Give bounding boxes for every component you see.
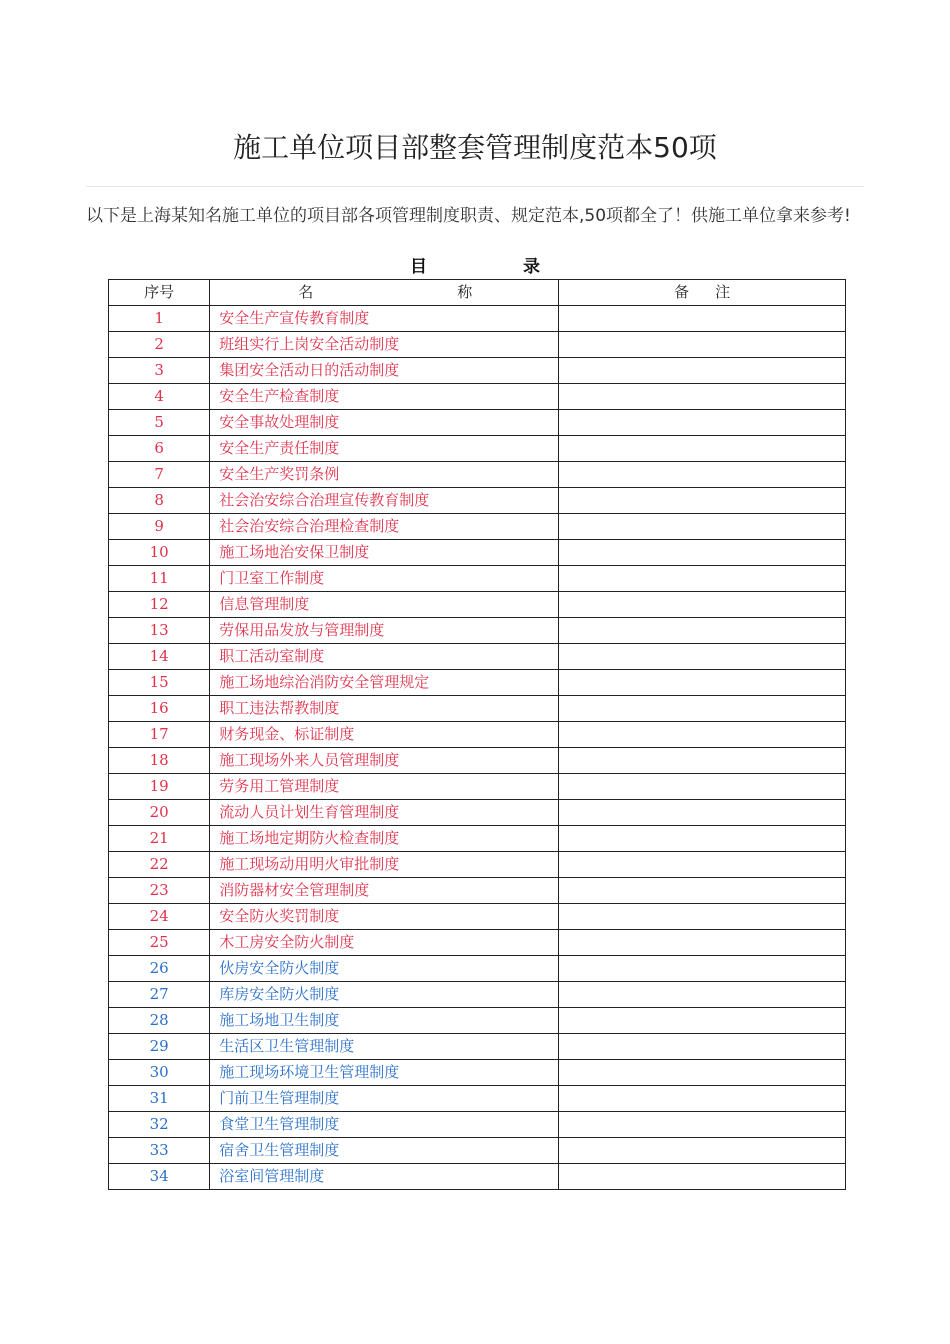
toc-heading [0,256,950,278]
table-row [109,1164,846,1190]
row-number: 8 [109,488,210,514]
row-name-link[interactable]: 施工场地定期防火检查制度 [210,826,559,852]
row-number: 1 [109,306,210,332]
row-number: 27 [109,982,210,1008]
row-number: 33 [109,1138,210,1164]
row-note [559,410,846,436]
table-row [109,774,846,800]
row-name-link[interactable]: 木工房安全防火制度 [210,930,559,956]
row-note [559,514,846,540]
row-note [559,852,846,878]
row-name-link[interactable]: 安全生产责任制度 [210,436,559,462]
table-row [109,332,846,358]
row-name-link[interactable]: 门前卫生管理制度 [210,1086,559,1112]
row-number: 13 [109,618,210,644]
row-note [559,982,846,1008]
row-number: 21 [109,826,210,852]
row-number: 28 [109,1008,210,1034]
table-row [109,1034,846,1060]
toc-header-row [109,280,846,306]
row-name-link[interactable]: 职工违法帮教制度 [210,696,559,722]
table-row [109,1060,846,1086]
table-row [109,748,846,774]
row-note [559,618,846,644]
row-note [559,826,846,852]
row-number: 20 [109,800,210,826]
row-note [559,670,846,696]
row-name-link[interactable]: 安全生产宣传教育制度 [210,306,559,332]
header-note [559,280,846,306]
row-name-link[interactable]: 安全事故处理制度 [210,410,559,436]
row-name-link[interactable]: 施工现场环境卫生管理制度 [210,1060,559,1086]
row-name-link[interactable]: 社会治安综合治理宣传教育制度 [210,488,559,514]
table-row [109,800,846,826]
table-row [109,306,846,332]
row-note [559,540,846,566]
row-note [559,384,846,410]
row-name-link[interactable]: 食堂卫生管理制度 [210,1112,559,1138]
row-number: 22 [109,852,210,878]
table-row [109,904,846,930]
row-number: 3 [109,358,210,384]
title-divider [86,186,864,187]
page-title: 施工单位项目部整套管理制度范本50项 [233,131,717,164]
table-row [109,930,846,956]
table-row [109,956,846,982]
row-number: 7 [109,462,210,488]
table-row [109,982,846,1008]
row-note [559,1164,846,1190]
row-name-link[interactable]: 劳保用品发放与管理制度 [210,618,559,644]
table-row [109,1112,846,1138]
row-name-link[interactable]: 施工场地综治消防安全管理规定 [210,670,559,696]
row-note [559,488,846,514]
row-note [559,306,846,332]
row-number: 10 [109,540,210,566]
row-name-link[interactable]: 信息管理制度 [210,592,559,618]
table-row [109,826,846,852]
row-note [559,436,846,462]
table-row [109,670,846,696]
row-name-link[interactable]: 班组实行上岗安全活动制度 [210,332,559,358]
row-note [559,1060,846,1086]
row-number: 17 [109,722,210,748]
row-number: 30 [109,1060,210,1086]
table-row [109,384,846,410]
row-note [559,878,846,904]
row-number: 6 [109,436,210,462]
row-number: 14 [109,644,210,670]
row-number: 15 [109,670,210,696]
row-name-link[interactable]: 财务现金、标证制度 [210,722,559,748]
row-note [559,1138,846,1164]
header-name-part1: 名 [298,283,314,301]
row-number: 11 [109,566,210,592]
row-number: 34 [109,1164,210,1190]
table-row [109,878,846,904]
row-name-link[interactable]: 安全生产检查制度 [210,384,559,410]
table-row [109,618,846,644]
toc-body [109,306,846,1190]
row-name-link[interactable]: 施工场地治安保卫制度 [210,540,559,566]
row-name-link[interactable]: 社会治安综合治理检查制度 [210,514,559,540]
row-note [559,904,846,930]
row-number: 31 [109,1086,210,1112]
row-note [559,1112,846,1138]
table-row [109,644,846,670]
row-name-link[interactable]: 库房安全防火制度 [210,982,559,1008]
intro-paragraph: 以下是上海某知名施工单位的项目部各项管理制度职责、规定范本,50项都全了！供施工单位拿来参考! [86,206,851,226]
row-name-link[interactable]: 施工现场动用明火审批制度 [210,852,559,878]
header-name-part2: 称 [457,283,473,301]
toc-table [108,279,846,1190]
row-number: 32 [109,1112,210,1138]
row-number: 16 [109,696,210,722]
table-row [109,540,846,566]
table-row [109,410,846,436]
row-note [559,1008,846,1034]
row-number: 23 [109,878,210,904]
row-number: 24 [109,904,210,930]
row-name-link[interactable]: 施工场地卫生制度 [210,1008,559,1034]
row-note [559,358,846,384]
header-name [210,280,559,306]
table-row [109,1086,846,1112]
row-note [559,956,846,982]
row-note [559,462,846,488]
row-note [559,800,846,826]
row-note [559,722,846,748]
row-number: 9 [109,514,210,540]
row-note [559,774,846,800]
row-name-link[interactable]: 安全防火奖罚制度 [210,904,559,930]
row-note [559,644,846,670]
row-note [559,332,846,358]
row-note [559,748,846,774]
row-name-link[interactable]: 消防器材安全管理制度 [210,878,559,904]
row-number: 12 [109,592,210,618]
table-row [109,488,846,514]
row-note [559,1034,846,1060]
table-row [109,592,846,618]
row-number: 18 [109,748,210,774]
table-row [109,566,846,592]
row-number: 26 [109,956,210,982]
row-number: 29 [109,1034,210,1060]
toc-heading-right: 录 [523,257,540,277]
table-row [109,358,846,384]
row-name-link[interactable]: 门卫室工作制度 [210,566,559,592]
row-note [559,1086,846,1112]
table-row [109,514,846,540]
row-number: 4 [109,384,210,410]
table-row [109,852,846,878]
row-name-link[interactable]: 集团安全活动日的活动制度 [210,358,559,384]
row-number: 25 [109,930,210,956]
row-name-link[interactable]: 职工活动室制度 [210,644,559,670]
row-name-link[interactable]: 浴室间管理制度 [210,1164,559,1190]
header-note-part2: 注 [715,283,731,301]
row-name-link[interactable]: 流动人员计划生育管理制度 [210,800,559,826]
table-row [109,462,846,488]
table-row [109,1138,846,1164]
header-note-part1: 备 [674,283,690,301]
row-name-link[interactable]: 安全生产奖罚条例 [210,462,559,488]
row-name-link[interactable]: 伙房安全防火制度 [210,956,559,982]
table-row [109,436,846,462]
row-name-link[interactable]: 生活区卫生管理制度 [210,1034,559,1060]
row-note [559,930,846,956]
table-row [109,696,846,722]
table-row [109,1008,846,1034]
header-number: 序号 [109,280,210,306]
table-row [109,722,846,748]
row-name-link[interactable]: 施工现场外来人员管理制度 [210,748,559,774]
row-note [559,566,846,592]
row-number: 2 [109,332,210,358]
toc-heading-left: 目 [410,257,427,277]
row-name-link[interactable]: 宿舍卫生管理制度 [210,1138,559,1164]
row-note [559,592,846,618]
row-number: 19 [109,774,210,800]
row-name-link[interactable]: 劳务用工管理制度 [210,774,559,800]
row-number: 5 [109,410,210,436]
row-note [559,696,846,722]
